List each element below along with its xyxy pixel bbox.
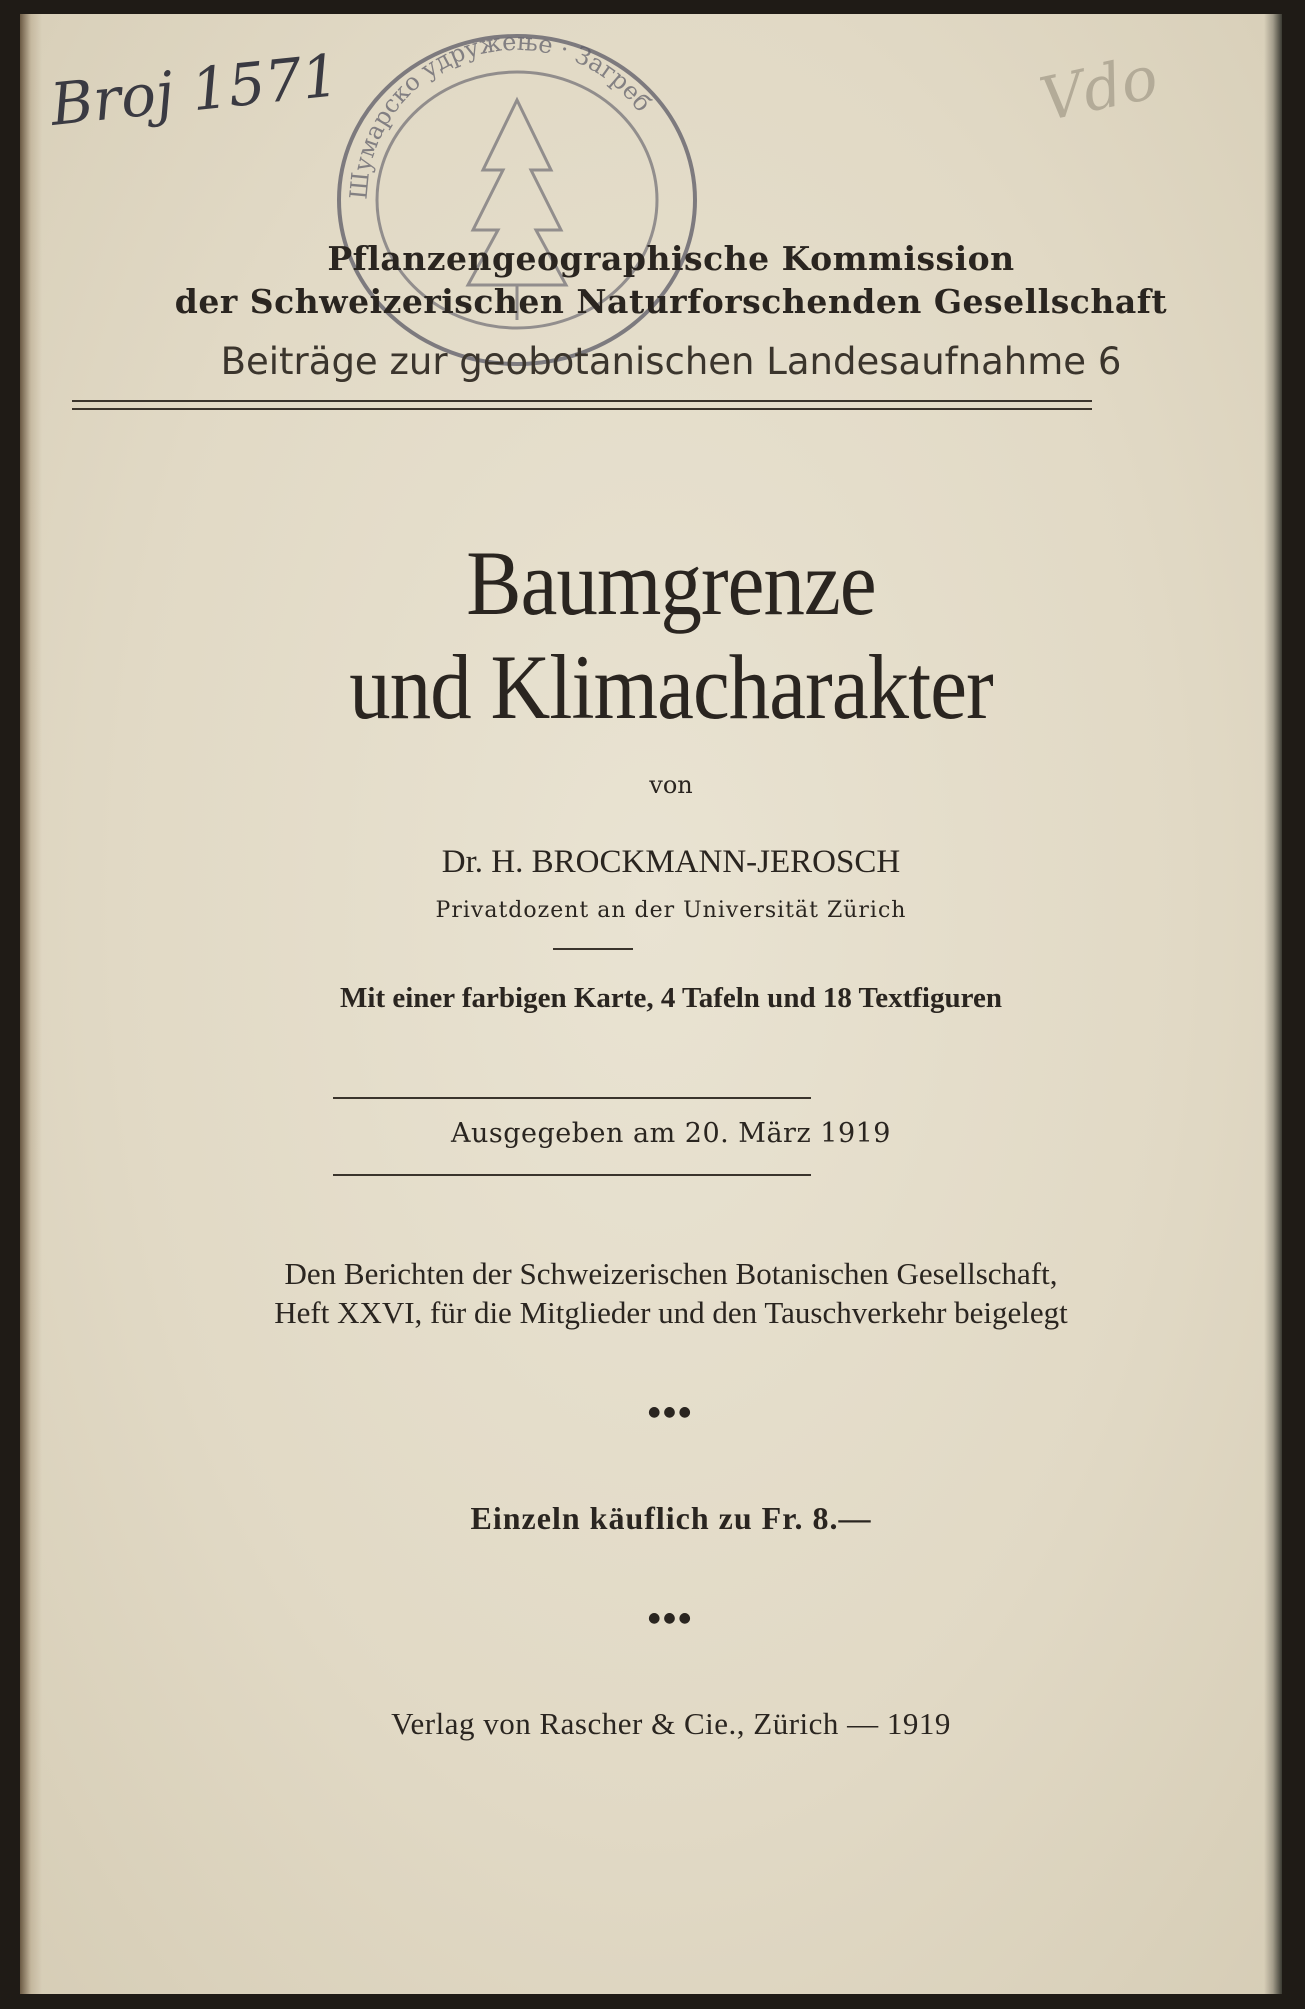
- author-position: Privatdozent an der Universität Zürich: [435, 898, 907, 923]
- price-note: Einzeln käuflich zu Fr. 8.—: [470, 1500, 872, 1536]
- ornament-separator-2: ●●●: [648, 1610, 694, 1626]
- short-divider: [553, 948, 633, 950]
- author-name: Dr. H. BROCKMANN-JEROSCH: [441, 844, 901, 880]
- series-title: Beiträge zur geobotanischen Landesaufnahme 6: [220, 340, 1122, 383]
- book-title-line-1: Baumgrenze: [466, 532, 876, 634]
- illustrations-note: Mit einer farbigen Karte, 4 Tafeln und 18 Textfiguren: [340, 982, 1002, 1014]
- issue-rule-bottom: [333, 1174, 811, 1176]
- handwritten-pencil-note: Vdo: [1034, 42, 1164, 136]
- publisher-imprint: Verlag von Rascher & Cie., Zürich — 1919: [391, 1706, 951, 1741]
- ornament-separator-1: ●●●: [648, 1404, 694, 1420]
- book-title-line-2: und Klimacharakter: [349, 636, 993, 738]
- header-divider: [72, 400, 1092, 410]
- commission-name: Pflanzengeographische Kommission: [327, 239, 1015, 278]
- handwritten-catalog-number: Broj 1571: [47, 41, 343, 139]
- issue-rule-top: [333, 1097, 811, 1099]
- by-word: von: [649, 771, 693, 799]
- issue-date: Ausgegeben am 20. März 1919: [451, 1118, 891, 1149]
- distribution-note-line-1: Den Berichten der Schweizerischen Botanischen Gesellschaft,: [284, 1256, 1058, 1291]
- distribution-note-line-2: Heft XXVI, für die Mitglieder und den Tauschverkehr beigelegt: [274, 1295, 1068, 1330]
- stamp-text: Шумарско удружење · Загреб: [344, 30, 657, 201]
- spine-shadow: [20, 14, 42, 1994]
- society-name: der Schweizerischen Naturforschenden Gesellschaft: [174, 282, 1168, 321]
- title-page: [20, 14, 1282, 1994]
